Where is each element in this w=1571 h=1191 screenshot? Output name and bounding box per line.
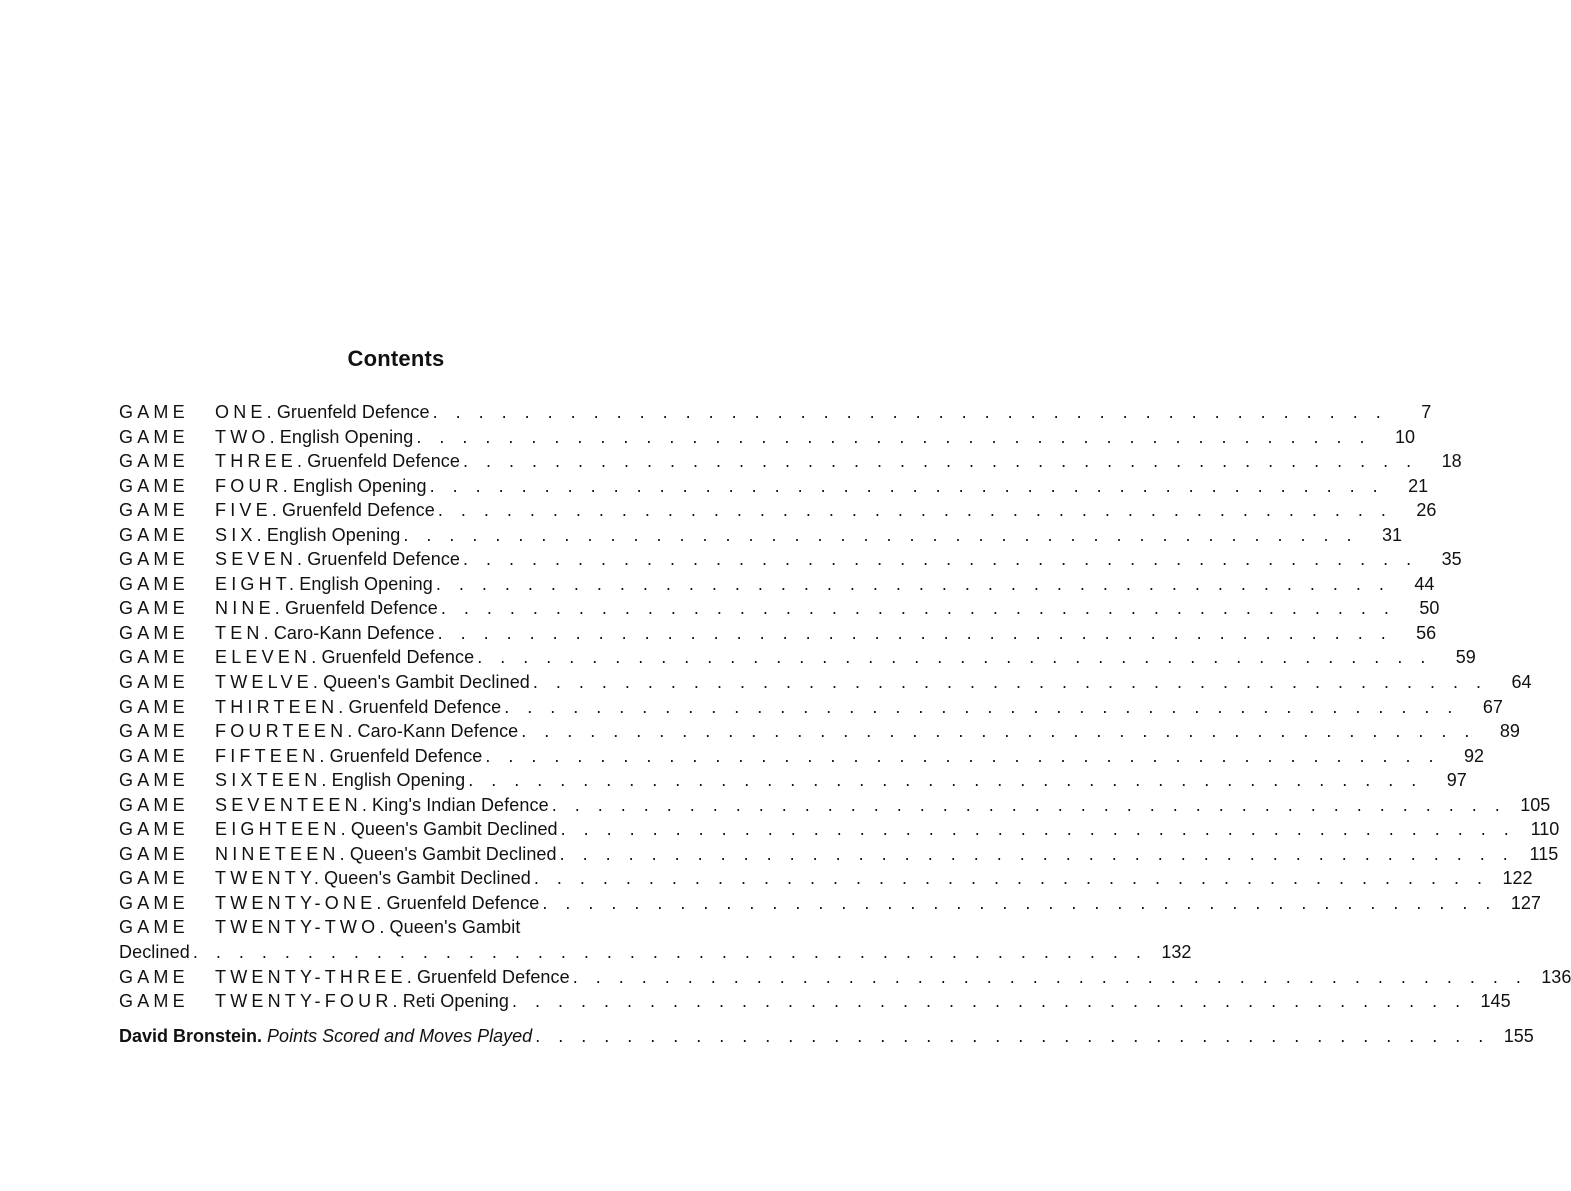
page-number: 132 — [1161, 942, 1192, 963]
game-label: GAME — [119, 426, 189, 447]
opening-title: English Opening — [331, 770, 466, 791]
game-label: GAME — [119, 622, 189, 643]
page-number: 110 — [1530, 819, 1560, 840]
leader-dots: . . . . . . . . . . . . . . . . . . . . . . . . . . . . . . . . . . . . . . . . . . — [463, 451, 1418, 472]
leader-dots: . . . . . . . . . . . . . . . . . . . . . . . . . . . . . . . . . . . . . . . . . . — [437, 500, 1393, 521]
leader-dots: . . . . . . . . . . . . . . . . . . . . . . . . . . . . . . . . . . . . . . . . . . — [416, 426, 1371, 447]
opening-title: Gruenfeld Defence — [282, 500, 435, 521]
toc-entry-wrapped-line1 — [119, 915, 717, 940]
author-name: David Bronstein. — [119, 1025, 263, 1046]
toc-entry — [119, 449, 1462, 474]
toc-entry — [119, 793, 1551, 818]
game-label: GAME — [119, 475, 189, 496]
game-label: GAME — [119, 721, 189, 742]
leader-dots: . . . . . . . . . . . . . . . . . . . . . . . . . . . . . . . . . . . . . . . . . . — [521, 721, 1476, 742]
toc-entry-final — [119, 1024, 1534, 1049]
leader-dots: . . . . . . . . . . . . . . . . . . . . . . . . . . . . . . . . . . . . . . . . . . — [192, 942, 1148, 963]
toc-entry — [119, 474, 1429, 499]
opening-title: Gruenfeld Defence — [321, 647, 475, 668]
opening-title: Gruenfeld Defence — [329, 745, 483, 766]
game-number: TWO. — [215, 426, 279, 447]
page-number: 115 — [1529, 843, 1559, 864]
page-number: 67 — [1482, 696, 1503, 717]
game-label: GAME — [119, 892, 189, 913]
page-number: 50 — [1419, 598, 1440, 619]
page-number: 105 — [1520, 794, 1551, 815]
game-number: TWELVE. — [215, 672, 323, 693]
opening-title: Gruenfeld Defence — [307, 451, 461, 472]
leader-dots: . . . . . . . . . . . . . . . . . . . . . . . . . . . . . . . . . . . . . . . . . . — [403, 524, 1359, 545]
toc-entry — [119, 523, 1403, 548]
game-number: FOUR. — [215, 475, 292, 496]
leader-dots: . . . . . . . . . . . . . . . . . . . . . . . . . . . . . . . . . . . . . . . . . . — [542, 892, 1497, 913]
game-label: GAME — [119, 991, 189, 1012]
game-number: FOURTEEN. — [215, 721, 357, 742]
game-number: ELEVEN. — [215, 647, 321, 668]
game-label: GAME — [119, 696, 189, 717]
page-number: 21 — [1408, 475, 1429, 496]
opening-title: Gruenfeld Defence — [276, 402, 430, 422]
opening-title: Gruenfeld Defence — [348, 696, 502, 717]
game-number: TWENTY-THREE. — [215, 966, 416, 987]
page-number: 56 — [1416, 622, 1437, 643]
page-number: 18 — [1441, 451, 1462, 472]
opening-title: English Opening — [293, 475, 427, 496]
game-label: GAME — [119, 745, 189, 766]
opening-title: English Opening — [299, 573, 433, 594]
toc-entry — [119, 645, 1476, 670]
page-number: 122 — [1502, 868, 1533, 889]
work-title: Points Scored and Moves Played — [267, 1025, 533, 1046]
game-number: SIXTEEN. — [215, 770, 331, 791]
toc-entry — [119, 768, 1467, 793]
game-number: FIVE. — [215, 500, 282, 521]
opening-title: Reti Opening — [402, 991, 509, 1012]
game-number: THREE. — [215, 451, 307, 472]
toc-entry — [119, 989, 1511, 1014]
page-number: 89 — [1499, 721, 1520, 742]
game-label: GAME — [119, 524, 189, 545]
opening-title: King's Indian Defence — [372, 794, 549, 815]
opening-title: English Opening — [279, 426, 414, 447]
game-label: GAME — [119, 843, 189, 864]
game-label: GAME — [119, 500, 189, 521]
opening-title: Gruenfeld Defence — [416, 966, 570, 987]
game-number: SIX. — [215, 524, 266, 545]
game-number: TEN. — [215, 622, 273, 643]
toc-entry — [119, 400, 1432, 425]
game-label: GAME — [119, 451, 189, 472]
leader-dots: . . . . . . . . . . . . . . . . . . . . . . . . . . . . . . . . . . . . . . . . . . — [535, 1025, 1490, 1046]
leader-dots: . . . . . . . . . . . . . . . . . . . . . . . . . . . . . . . . . . . . . . . . . . — [429, 475, 1385, 496]
toc-entry — [119, 547, 1462, 572]
opening-title: Gruenfeld Defence — [285, 598, 438, 619]
opening-title: Gruenfeld Defence — [307, 549, 461, 570]
game-label: GAME — [119, 672, 189, 693]
page-number: 7 — [1421, 402, 1432, 422]
leader-dots: . . . . . . . . . . . . . . . . . . . . . . . . . . . . . . . . . . . . . . . . . . — [533, 868, 1489, 889]
toc-entry — [119, 866, 1533, 891]
page-number: 44 — [1414, 573, 1435, 594]
game-label: GAME — [119, 819, 189, 840]
game-number: ONE. — [215, 402, 276, 422]
leader-dots: . . . . . . . . . . . . . . . . . . . . . . . . . . . . . . . . . . . . . . . . . . — [468, 770, 1423, 791]
game-number: SEVEN. — [215, 549, 307, 570]
leader-dots: . . . . . . . . . . . . . . . . . . . . . . . . . . . . . . . . . . . . . . . . . . — [485, 745, 1440, 766]
page-number: 64 — [1511, 672, 1532, 693]
toc-entry — [119, 817, 1560, 842]
toc-entry — [119, 719, 1520, 744]
game-number: NINE. — [215, 598, 285, 619]
toc-entry — [119, 842, 1559, 867]
toc-entry — [119, 621, 1437, 646]
page-number: 31 — [1381, 524, 1403, 545]
leader-dots: . . . . . . . . . . . . . . . . . . . . . . . . . . . . . . . . . . . . . . . . . . — [440, 598, 1396, 619]
game-label: GAME — [119, 794, 189, 815]
page-number: 35 — [1441, 549, 1462, 570]
opening-title: Queen's Gambit Declined — [349, 843, 557, 864]
leader-dots: . . . . . . . . . . . . . . . . . . . . . . . . . . . . . . . . . . . . . . . . . . — [463, 549, 1418, 570]
game-number: TWENTY. — [215, 868, 324, 889]
page-number: 127 — [1510, 892, 1541, 913]
game-number: SEVENTEEN. — [215, 794, 372, 815]
game-number: TWENTY-TWO. — [215, 917, 389, 938]
game-label: GAME — [119, 770, 189, 791]
toc-entry-wrapped-line2 — [119, 940, 1192, 965]
opening-title-continued: Declined — [119, 942, 190, 963]
toc-entry — [119, 596, 1440, 621]
toc-entry — [119, 965, 1571, 990]
game-number: THIRTEEN. — [215, 696, 348, 717]
leader-dots: . . . . . . . . . . . . . . . . . . . . . . . . . . . . . . . . . . . . . . . . . . — [532, 672, 1488, 693]
contents-heading: Contents — [347, 346, 445, 371]
page-number: 59 — [1455, 647, 1476, 668]
toc-entry — [119, 670, 1532, 695]
leader-dots: . . . . . . . . . . . . . . . . . . . . . . . . . . . . . . . . . . . . . . . . . . — [560, 819, 1516, 840]
opening-title: English Opening — [266, 524, 401, 545]
game-label: GAME — [119, 598, 189, 619]
opening-title: Gruenfeld Defence — [386, 892, 540, 913]
toc-entry — [119, 498, 1437, 523]
page-number: 136 — [1541, 966, 1571, 987]
game-number: NINETEEN. — [215, 843, 349, 864]
game-label: GAME — [119, 549, 189, 570]
leader-dots: . . . . . . . . . . . . . . . . . . . . . . . . . . . . . . . . . . . . . . . . . . — [437, 622, 1393, 643]
toc-entry — [119, 425, 1415, 450]
game-number: EIGHTEEN. — [215, 819, 350, 840]
game-label: GAME — [119, 868, 189, 889]
leader-dots: . . . . . . . . . . . . . . . . . . . . . . . . . . . . . . . . . . . . . . . . . . — [559, 843, 1515, 864]
game-number: FIFTEEN. — [215, 745, 329, 766]
page-number: 155 — [1503, 1025, 1534, 1046]
opening-title: Queen's Gambit Declined — [324, 868, 531, 889]
opening-title: Queen's Gambit Declined — [350, 819, 558, 840]
toc-entry — [119, 891, 1541, 916]
game-label: GAME — [119, 966, 189, 987]
table-of-contents — [119, 400, 1571, 1048]
leader-dots: . . . . . . . . . . . . . . . . . . . . . . . . . . . . . . . . . . . . . . . . . . — [435, 573, 1391, 594]
opening-title: Queen's Gambit Declined — [323, 672, 530, 693]
opening-title: Caro-Kann Defence — [357, 721, 519, 742]
leader-dots: . . . . . . . . . . . . . . . . . . . . . . . . . . . . . . . . . . . . . . . . . . — [512, 991, 1467, 1012]
leader-dots: . . . . . . . . . . . . . . . . . . . . . . . . . . . . . . . . . . . . . . . . . . — [572, 966, 1528, 987]
toc-entry — [119, 695, 1503, 720]
page-number: 97 — [1446, 770, 1467, 791]
game-number: EIGHT. — [215, 573, 299, 594]
opening-title: Caro-Kann Defence — [273, 622, 435, 643]
game-label: GAME — [119, 917, 189, 938]
leader-dots: . . . . . . . . . . . . . . . . . . . . . . . . . . . . . . . . . . . . . . . . . . — [551, 794, 1507, 815]
page-number: 10 — [1394, 426, 1415, 447]
game-label: GAME — [119, 402, 189, 422]
leader-dots: . . . . . . . . . . . . . . . . . . . . . . . . . . . . . . . . . . . . . . . . . . — [432, 402, 1388, 422]
leader-dots: . . . . . . . . . . . . . . . . . . . . . . . . . . . . . . . . . . . . . . . . . . — [504, 696, 1459, 717]
toc-entry — [119, 744, 1484, 769]
game-number: TWENTY-ONE. — [215, 892, 386, 913]
opening-title: Queen's Gambit — [389, 917, 521, 938]
page-number: 26 — [1416, 500, 1437, 521]
page-number: 145 — [1480, 991, 1511, 1012]
leader-dots: . . . . . . . . . . . . . . . . . . . . . . . . . . . . . . . . . . . . . . . . . . — [477, 647, 1432, 668]
game-label: GAME — [119, 647, 189, 668]
toc-entry — [119, 572, 1435, 597]
game-label: GAME — [119, 573, 189, 594]
page-number: 92 — [1463, 745, 1484, 766]
game-number: TWENTY-FOUR. — [215, 991, 402, 1012]
